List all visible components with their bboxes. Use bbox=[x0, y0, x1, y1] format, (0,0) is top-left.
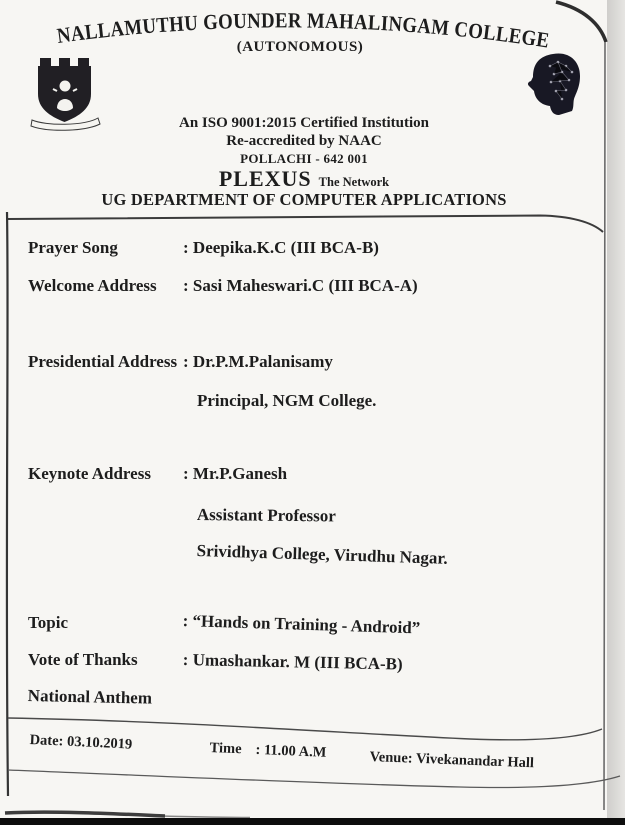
department-line: UG DEPARTMENT OF COMPUTER APPLICATIONS bbox=[101, 190, 507, 209]
naac-line: Re-accredited by NAAC bbox=[226, 133, 382, 149]
scan-right-edge bbox=[607, 0, 625, 825]
program-value: : Umashankar. M (III BCA-B) bbox=[182, 650, 403, 674]
plexus-line bbox=[0, 166, 608, 192]
event-venue: Venue: Vivekanandar Hall bbox=[369, 749, 535, 772]
program-extra-line: Principal, NGM College. bbox=[197, 391, 377, 410]
program-label: Prayer Song bbox=[28, 238, 118, 257]
program-value: : Deepika.K.C (III BCA-B) bbox=[183, 238, 379, 257]
event-date: Date: 03.10.2019 bbox=[29, 732, 133, 753]
program-label: National Anthem bbox=[27, 686, 153, 708]
iso-certification-line: An ISO 9001:2015 Certified Institution bbox=[178, 115, 429, 131]
plexus-tagline: The Network bbox=[318, 175, 390, 189]
program-value: : “Hands on Training - Android” bbox=[182, 611, 421, 638]
program-value: : Dr.P.M.Palanisamy bbox=[183, 352, 333, 371]
program-label: Presidential Address bbox=[28, 352, 178, 371]
scan-bottom-edge bbox=[0, 818, 625, 825]
program-extra-line: Assistant Professor bbox=[196, 505, 336, 526]
plexus-head-icon bbox=[524, 50, 586, 122]
program-value: : Mr.P.Ganesh bbox=[183, 464, 288, 483]
pollachi-line: POLLACHI - 642 001 bbox=[240, 151, 368, 166]
program-label: Welcome Address bbox=[28, 276, 157, 295]
program-extra-line: Srividhya College, Virudhu Nagar. bbox=[196, 541, 448, 568]
program-label: Vote of Thanks bbox=[28, 650, 138, 669]
program-value: : Sasi Maheswari.C (III BCA-A) bbox=[183, 276, 418, 295]
page-title: NALLAMUTHU GOUNDER MAHALINGAM COLLEGE bbox=[55, 8, 553, 53]
program-label: Keynote Address bbox=[28, 464, 151, 483]
time-label: Time bbox=[209, 740, 242, 758]
autonomous-subtitle: (AUTONOMOUS) bbox=[236, 39, 364, 55]
program-label: Topic bbox=[28, 613, 69, 632]
time-value: : 11.00 A.M bbox=[255, 741, 327, 761]
plexus-title: PLEXUS bbox=[218, 166, 312, 191]
